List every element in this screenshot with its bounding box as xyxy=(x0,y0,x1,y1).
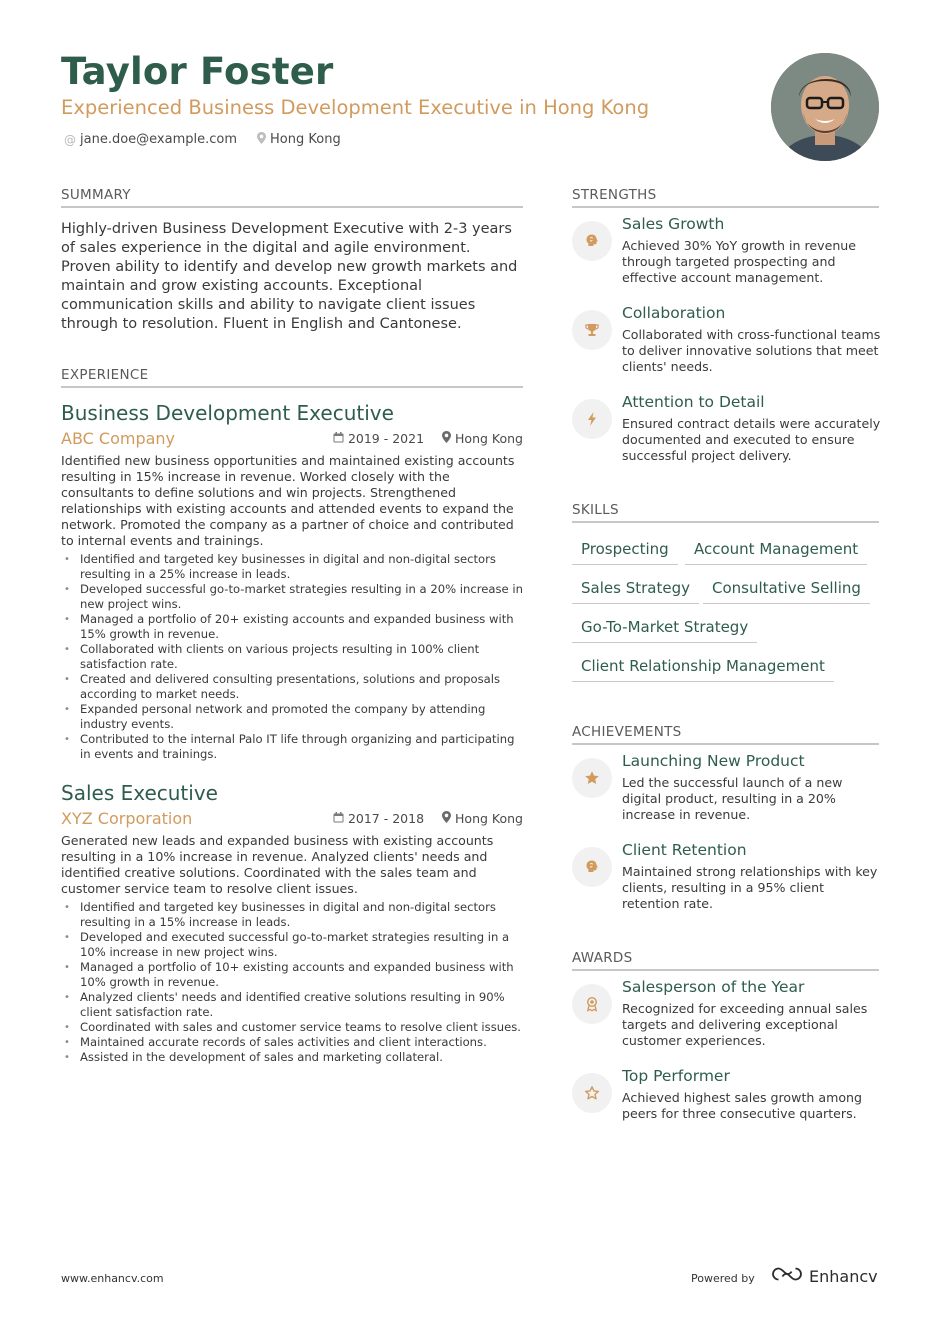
list-item: • Identified and targeted key businesses in digital and non-digital sectors resulting in a 15% increase in leads. xyxy=(61,900,523,930)
location-contact xyxy=(257,132,341,147)
star-outline-icon xyxy=(572,1073,612,1113)
list-item: • Contributed to the internal Palo IT life through organizing and participating in events and trainings. xyxy=(61,732,523,762)
list-item: • Expanded personal network and promoted the company by attending industry events. xyxy=(61,702,523,732)
list-item: • Developed successful go-to-market strategies resulting in a 20% increase in new project wins. xyxy=(61,582,523,612)
award-description: Recognized for exceeding annual sales targets and delivering exceptional customer experiences. xyxy=(622,1001,868,1048)
job-entry xyxy=(61,401,523,762)
strength-description: Ensured contract details were accurately documented and executed to ensure successful project delivery. xyxy=(622,416,881,463)
list-item: • Analyzed clients' needs and identified creative solutions resulting in 90% client satisfaction rate. xyxy=(61,990,523,1020)
job-title: Business Development Executive xyxy=(61,401,394,425)
contact-row xyxy=(64,132,341,147)
job-dates xyxy=(333,811,424,826)
job-description: Generated new leads and expanded business with existing accounts resulting in a 10% increase in revenue. Analyzed clients' needs and identified creative solutions. Coordinated with the sales team and customer service team to resolve client issues. xyxy=(61,833,494,896)
award-description: Achieved highest sales growth among peers for three consecutive quarters. xyxy=(622,1090,863,1121)
job-dates-text: 2017 - 2018 xyxy=(347,811,425,826)
medal-icon xyxy=(572,984,612,1024)
summary-text: Highly-driven Business Development Executive with 2-3 years of sales experience in the digital and agile environment. Proven ability to identify and develop new growth markets and maintain and grow existing accounts. Exceptional communication skills and ability to navigate client issues through to resolution. Fluent in English and Cantonese. xyxy=(61,221,518,332)
achievement-description: Led the successful launch of a new digital product, resulting in a 20% increase in revenue. xyxy=(622,775,843,822)
strengths-section-title: STRENGTHS xyxy=(572,187,879,208)
list-item: • Created and delivered consulting presentations, solutions and proposals according to market needs. xyxy=(61,672,523,702)
achievement-description: Maintained strong relationships with key clients, resulting in a 95% client retention rate. xyxy=(622,864,878,911)
list-item: • Identified and targeted key businesses in digital and non-digital sectors resulting in a 25% increase in leads. xyxy=(61,552,523,582)
strength-title: Attention to Detail xyxy=(622,393,765,411)
job-bullets xyxy=(61,900,523,1065)
footer-powered-by: Powered by xyxy=(691,1272,755,1285)
location-pin-icon xyxy=(442,811,451,826)
email-contact[interactable] xyxy=(64,132,237,147)
calendar-icon xyxy=(333,812,344,826)
brain-icon xyxy=(572,847,612,887)
skill-tag: Client Relationship Management xyxy=(572,657,834,682)
skills-section-title: SKILLS xyxy=(572,502,879,523)
strength-description: Collaborated with cross-functional teams to deliver innovative solutions that meet clients' needs. xyxy=(622,327,881,374)
experience-section-title: EXPERIENCE xyxy=(61,367,523,388)
list-item: • Managed a portfolio of 20+ existing accounts and expanded business with 15% growth in revenue. xyxy=(61,612,523,642)
awards-section-title: AWARDS xyxy=(572,950,879,971)
job-bullets xyxy=(61,552,523,762)
award-title: Salesperson of the Year xyxy=(622,978,805,996)
skill-tag: Account Management xyxy=(685,540,867,565)
footer-website-link[interactable]: www.enhancv.com xyxy=(61,1272,164,1285)
at-icon: @ xyxy=(64,132,76,147)
enhancv-logo-text: Enhancv xyxy=(809,1266,878,1286)
enhancv-logo-icon xyxy=(771,1266,803,1286)
job-location-text: Hong Kong xyxy=(455,811,523,826)
summary-section-title: SUMMARY xyxy=(61,187,523,208)
job-dates xyxy=(333,431,424,446)
job-location xyxy=(442,431,523,446)
strength-title: Collaboration xyxy=(622,304,726,322)
job-dates-text: 2019 - 2021 xyxy=(347,431,425,446)
skill-tag: Consultative Selling xyxy=(703,579,870,604)
company-name: XYZ Corporation xyxy=(61,809,193,828)
trophy-icon xyxy=(572,310,612,350)
enhancv-logo[interactable] xyxy=(771,1266,878,1286)
list-item: • Assisted in the development of sales and marketing collateral. xyxy=(61,1050,523,1065)
location-pin-icon xyxy=(442,431,451,446)
list-item: • Managed a portfolio of 10+ existing accounts and expanded business with 10% growth in revenue. xyxy=(61,960,523,990)
list-item: • Collaborated with clients on various projects resulting in 100% client satisfaction rate. xyxy=(61,642,523,672)
job-location-text: Hong Kong xyxy=(455,431,523,446)
skill-tag: Go-To-Market Strategy xyxy=(572,618,757,643)
skill-tag: Sales Strategy xyxy=(572,579,699,604)
candidate-name: Taylor Foster xyxy=(61,50,334,93)
company-name: ABC Company xyxy=(61,429,176,448)
strength-title: Sales Growth xyxy=(622,215,725,233)
job-location xyxy=(442,811,523,826)
brain-icon xyxy=(572,221,612,261)
achievement-title: Client Retention xyxy=(622,841,747,859)
lightning-icon xyxy=(572,399,612,439)
skill-tag: Prospecting xyxy=(572,540,678,565)
list-item: • Coordinated with sales and customer service teams to resolve client issues. xyxy=(61,1020,523,1035)
award-title: Top Performer xyxy=(622,1067,730,1085)
job-meta-row xyxy=(61,429,523,448)
calendar-icon xyxy=(333,432,344,446)
job-meta-row xyxy=(61,809,523,828)
job-description: Identified new business opportunities and maintained existing accounts resulting in 15% increase in revenue. Worked closely with the consultants to define solutions and win projects. Strengthened relationships with existing accounts and attended events to expand the network. Promoted the company as a partner of choice and contributed to internal events and trainings. xyxy=(61,453,515,548)
list-item: • Developed and executed successful go-to-market strategies resulting in a 10% increase in new project wins. xyxy=(61,930,523,960)
email-text: jane.doe@example.com xyxy=(80,132,238,147)
achievements-section-title: ACHIEVEMENTS xyxy=(572,724,879,745)
candidate-headline: Experienced Business Development Executive in Hong Kong xyxy=(61,96,650,119)
strength-description: Achieved 30% YoY growth in revenue through targeted prospecting and effective account management. xyxy=(622,238,857,285)
location-pin-icon xyxy=(257,132,266,147)
job-entry xyxy=(61,781,523,1065)
profile-photo xyxy=(771,53,879,161)
job-title: Sales Executive xyxy=(61,781,218,805)
achievement-title: Launching New Product xyxy=(622,752,805,770)
star-icon xyxy=(572,758,612,798)
list-item: • Maintained accurate records of sales activities and client interactions. xyxy=(61,1035,523,1050)
location-text: Hong Kong xyxy=(270,132,341,147)
